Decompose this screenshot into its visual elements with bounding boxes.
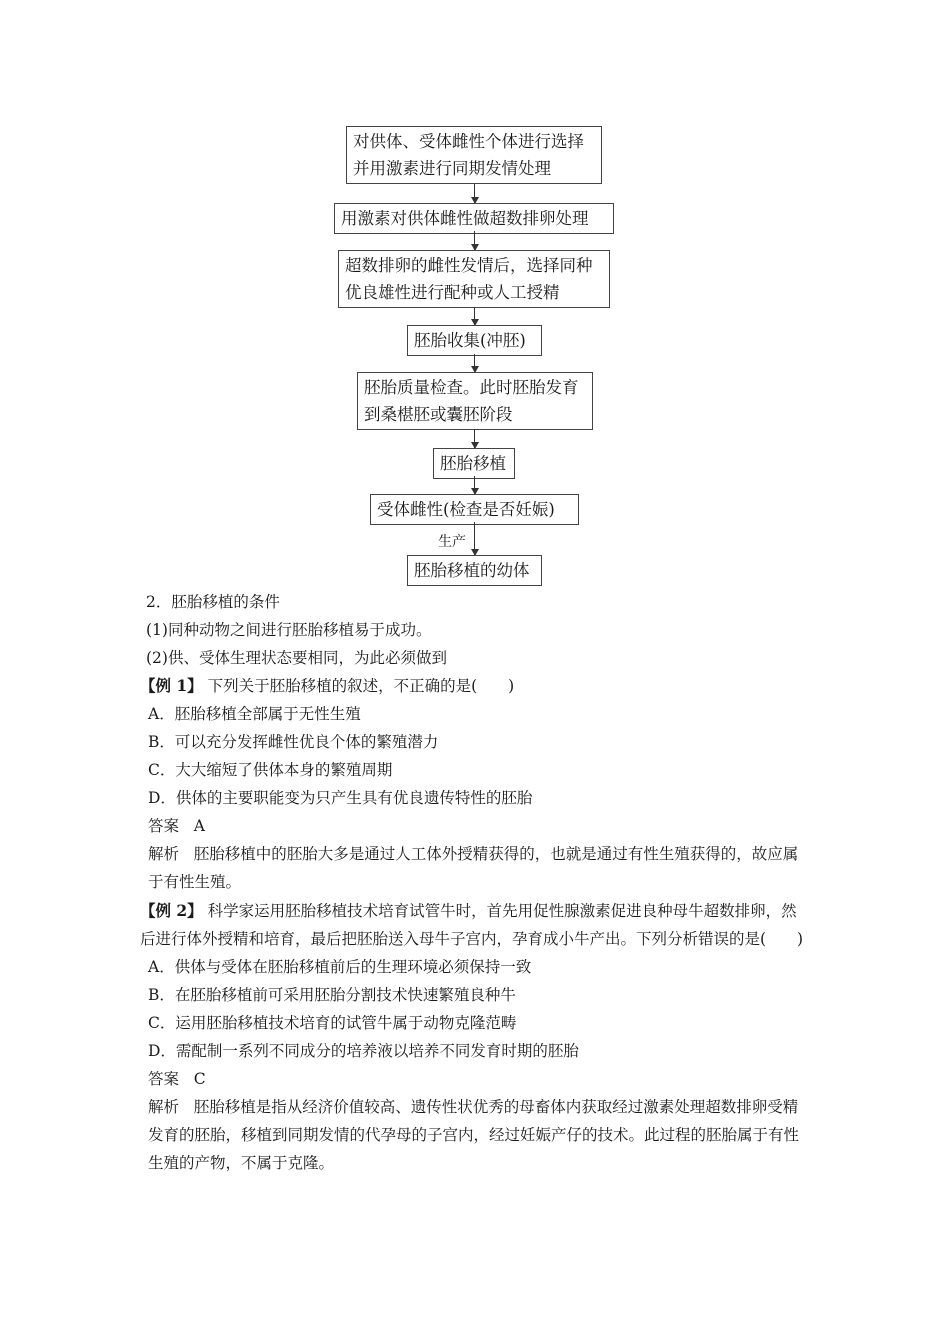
example-2-option-d: D．需配制一系列不同成分的培养液以培养不同发育时期的胚胎 xyxy=(148,1042,579,1060)
answer-value: C xyxy=(193,1070,206,1088)
example-1-answer xyxy=(148,812,826,840)
flow-step-6-line-1: 胚胎移植 xyxy=(440,454,506,473)
flow-step-1-line-1: 对供体、受体雌性个体进行选择 xyxy=(353,132,584,151)
example-2 xyxy=(140,897,826,1177)
flow-arrow-label: 生产 xyxy=(438,534,466,550)
flow-arrow xyxy=(474,476,475,494)
flow-step-5-line-1: 胚胎质量检查。此时胚胎发育 xyxy=(364,378,579,397)
flow-step-5-line-2: 到桑椹胚或囊胚阶段 xyxy=(364,405,513,424)
example-2-tag: 【例 2】 xyxy=(140,901,203,920)
example-2-option-b: B．在胚胎移植前可采用胚胎分割技术快速繁殖良种牛 xyxy=(148,986,516,1004)
example-2-question-block xyxy=(140,897,812,953)
example-1-option-d: D．供体的主要职能变为只产生具有优良遗传特性的胚胎 xyxy=(148,789,533,807)
flow-step-7 xyxy=(370,494,579,525)
flow-step-8 xyxy=(407,555,542,586)
answer-label: 答案 xyxy=(148,1070,180,1088)
example-1 xyxy=(140,672,826,896)
condition-2: (2)供、受体生理状态要相同，为此必须做到 xyxy=(146,649,447,667)
flow-step-5 xyxy=(357,372,593,430)
flow-arrow xyxy=(474,307,475,325)
example-2-question: 科学家运用胚胎移植技术培育试管牛时，首先用促性腺激素促进良种母牛超数排卵，然后进行体外授精和培育，最后把胚胎送入母牛子宫内，孕育成小牛产出。下列分析错误的是( ) xyxy=(140,902,804,948)
flow-step-8-line-1: 胚胎移植的幼体 xyxy=(414,561,530,580)
flow-step-7-line-1: 受体雌性(检查是否妊娠) xyxy=(377,500,555,519)
example-1-option-c: C．大大缩短了供体本身的繁殖周期 xyxy=(148,761,393,779)
condition-1: (1)同种动物之间进行胚胎移植易于成功。 xyxy=(146,621,432,639)
flow-step-4 xyxy=(407,325,542,356)
flow-step-3 xyxy=(338,250,610,308)
flow-step-2-line-1: 用激素对供体雌性做超数排卵处理 xyxy=(341,209,589,228)
flow-step-1 xyxy=(346,126,602,184)
answer-label: 答案 xyxy=(148,817,180,835)
example-1-tag: 【例 1】 xyxy=(140,676,203,695)
example-2-answer xyxy=(148,1065,826,1093)
example-2-option-a: A．供体与受体在胚胎移植前后的生理环境必须保持一致 xyxy=(148,958,532,976)
section-2 xyxy=(146,588,826,672)
analysis-text: 胚胎移植中的胚胎大多是通过人工体外授精获得的，也就是通过有性生殖获得的，故应属于有性生殖。 xyxy=(148,845,799,891)
flow-arrow xyxy=(474,354,475,372)
example-1-option-a: A．胚胎移植全部属于无性生殖 xyxy=(148,705,361,723)
flow-step-2 xyxy=(334,203,614,234)
flow-arrow xyxy=(474,184,475,203)
flow-arrow xyxy=(474,429,475,448)
flow-step-3-line-1: 超数排卵的雌性发情后，选择同种 xyxy=(345,256,593,275)
example-1-question: 下列关于胚胎移植的叙述，不正确的是( ) xyxy=(207,677,515,695)
example-1-question-line xyxy=(140,672,826,700)
example-1-option-b: B．可以充分发挥雌性优良个体的繁殖潜力 xyxy=(148,733,439,751)
flow-arrow xyxy=(474,522,475,555)
example-1-analysis xyxy=(148,840,810,896)
analysis-label: 解析 xyxy=(148,845,180,863)
flow-step-4-line-1: 胚胎收集(冲胚) xyxy=(414,331,526,350)
analysis-text: 胚胎移植是指从经济价值较高、遗传性状优秀的母畜体内获取经过激素处理超数排卵受精发育的胚胎，移植到同期发情的代孕母的子宫内，经过妊娠产仔的技术。此过程的胚胎属于有性生殖的产物，不属于克隆。 xyxy=(148,1098,800,1172)
analysis-label: 解析 xyxy=(148,1098,180,1116)
example-2-option-c: C．运用胚胎移植技术培育的试管牛属于动物克隆范畴 xyxy=(148,1014,517,1032)
flow-step-1-line-2: 并用激素进行同期发情处理 xyxy=(353,159,551,178)
flow-arrow xyxy=(474,231,475,250)
flow-step-3-line-2: 优良雄性进行配种或人工授精 xyxy=(345,283,560,302)
answer-value: A xyxy=(193,817,205,835)
flow-step-6 xyxy=(433,448,515,479)
section-2-title: 2．胚胎移植的条件 xyxy=(146,593,280,611)
example-2-analysis xyxy=(148,1093,810,1177)
